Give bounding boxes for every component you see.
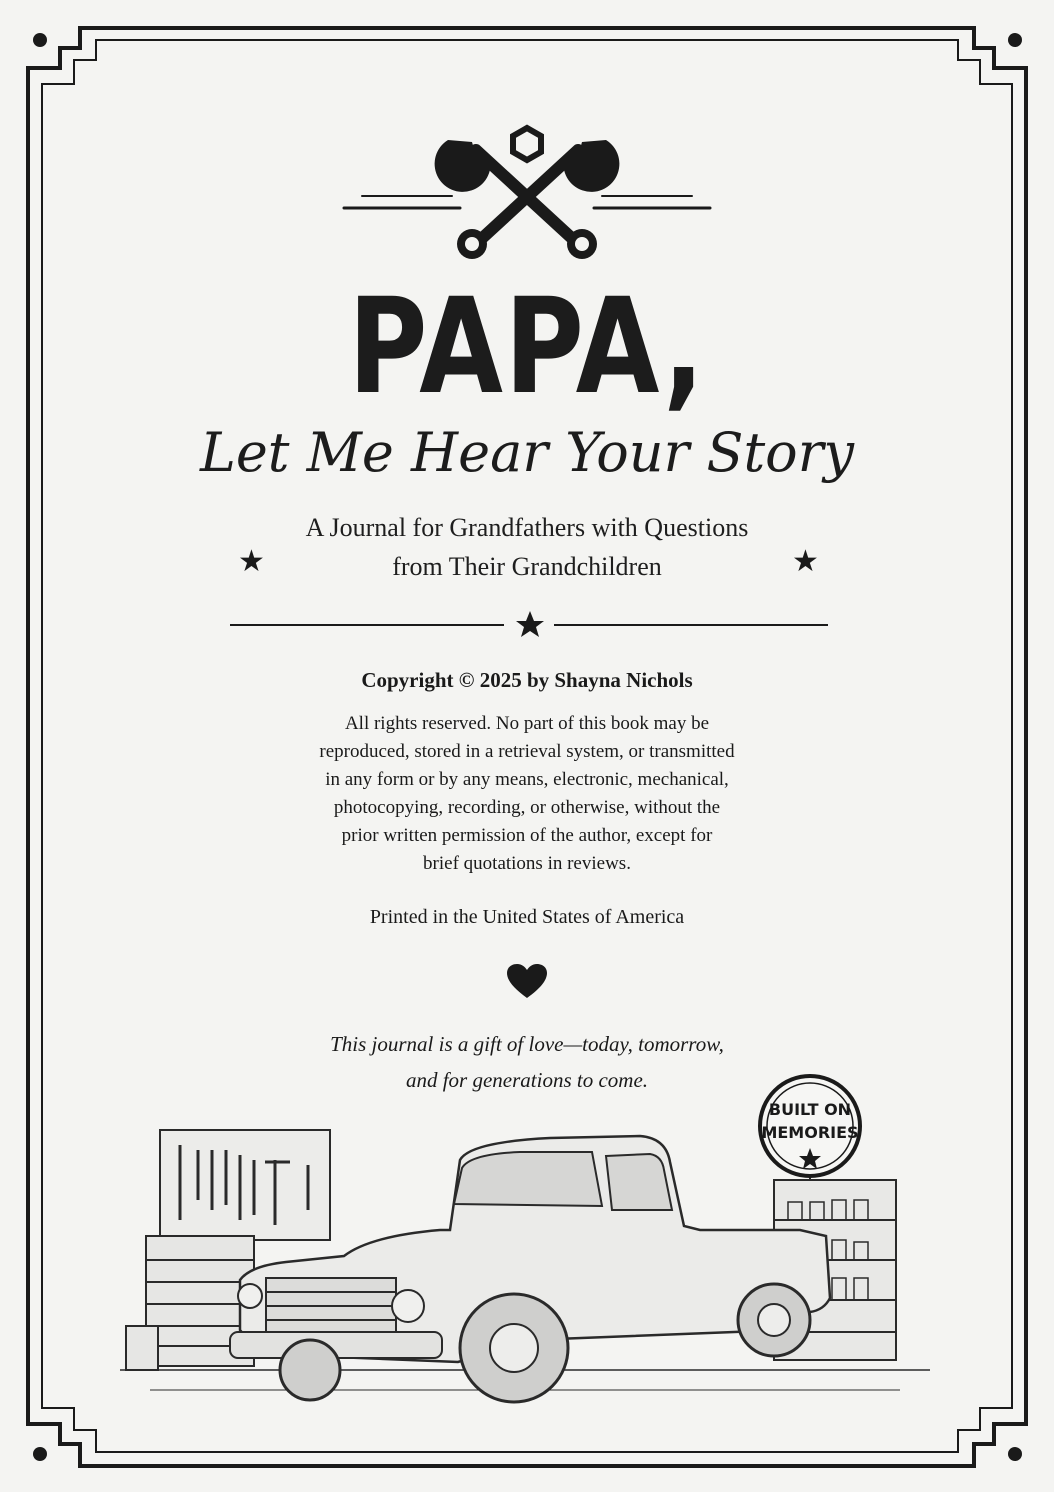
tagline-line: A Journal for Grandfathers with Questions	[305, 513, 749, 542]
book-subtitle: Let Me Hear Your Story	[199, 421, 855, 484]
corner-dot	[33, 1447, 47, 1461]
rights-line: in any form or by any means, electronic, mechanical,	[325, 769, 729, 790]
book-title: PAPA,	[348, 270, 706, 424]
corner-dot	[1008, 33, 1022, 47]
printed-notice: Printed in the United States of America	[369, 906, 685, 928]
rights-line: All rights reserved. No part of this book may be	[344, 713, 710, 734]
rights-line: prior written permission of the author, except for	[341, 825, 713, 846]
garage-truck-illustration	[110, 1070, 944, 1410]
rights-statement	[0, 710, 1054, 878]
dedication-line: This journal is a gift of love—today, tomorrow,	[330, 1032, 724, 1056]
star-icon: ★	[792, 544, 819, 579]
crossed-wrenches-icon	[340, 120, 714, 264]
book-tagline	[0, 508, 1054, 586]
corner-dot	[33, 33, 47, 47]
badge-line: MEMORIES	[761, 1123, 859, 1142]
copyright-notice: Copyright © 2025 by Shayna Nichols	[361, 668, 693, 692]
rights-line: brief quotations in reviews.	[423, 853, 631, 874]
star-icon: ★	[238, 544, 265, 579]
rights-line: reproduced, stored in a retrieval system, or transmitted	[319, 741, 735, 762]
star-icon	[516, 611, 544, 637]
rights-line: photocopying, recording, or otherwise, without the	[333, 797, 721, 818]
star-divider	[228, 608, 832, 642]
corner-dot	[1008, 1447, 1022, 1461]
heart-icon	[507, 964, 547, 1000]
built-on-memories-badge	[760, 1076, 860, 1176]
tagline-line: from Their Grandchildren	[392, 552, 662, 581]
dedication-line: and for generations to come.	[405, 1068, 649, 1092]
badge-line: BUILT ON	[768, 1100, 852, 1119]
